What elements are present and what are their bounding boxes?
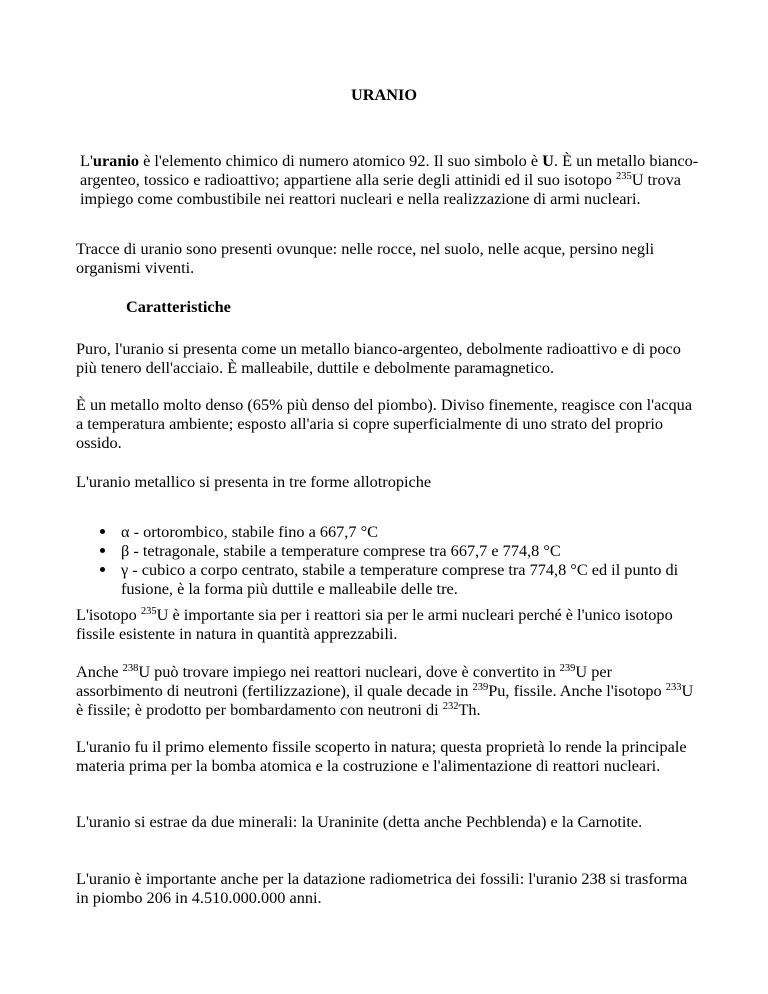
u235-sup: 235 bbox=[140, 606, 157, 617]
u238-sup-5: 232 bbox=[442, 701, 459, 712]
allotropes-list bbox=[76, 522, 696, 598]
u238-paragraph bbox=[76, 662, 696, 719]
list-item bbox=[76, 522, 696, 541]
u238-text-6: Th. bbox=[458, 700, 481, 719]
intro-text-1: è l'elemento chimico di numero atomico 92. Il suo simbolo è bbox=[139, 151, 543, 170]
pure-paragraph: Puro, l'uranio si presenta come un metallo bianco-argenteo, debolmente radioattivo e di poco più tenero dell'acciaio. È malleabile, duttile e debolmente paramagnetico. bbox=[76, 339, 681, 377]
u235-text-2: U è importante sia per i reattori sia per le armi nucleari perché è l'unico isotopo fissile esistente in natura in quantità apprezzabili. bbox=[76, 605, 673, 643]
intro-prefix: L' bbox=[80, 151, 93, 170]
u238-text-3: U per assorbimento di neutroni (fertilizzazione), il quale decade in bbox=[76, 662, 613, 700]
intro-paragraph bbox=[80, 151, 700, 208]
first-fissile-paragraph: L'uranio fu il primo elemento fissile scoperto in natura; questa proprietà lo rende la principale materia prima per la bomba atomica e la costruzione e l'alimentazione di reattori nucleari. bbox=[76, 737, 687, 775]
dense-paragraph: È un metallo molto denso (65% più denso del piombo). Diviso finemente, reagisce con l'acqua a temperatura ambiente; esposto all'aria si copre superficialmente di uno strato del proprio ossido. bbox=[76, 395, 693, 452]
u238-sup-2: 239 bbox=[559, 663, 576, 674]
u235-paragraph bbox=[76, 605, 696, 643]
dating-paragraph: L'uranio è importante anche per la datazione radiometrica dei fossili: l'uranio 238 si trasforma in piombo 206 in 4.510.000.000 anni. bbox=[76, 869, 688, 907]
allotrope-alpha: α - ortorombico, stabile fino a 667,7 °C bbox=[121, 522, 378, 541]
section-title: Caratteristiche bbox=[126, 297, 231, 316]
intro-text-2: . È un metallo bianco-argenteo, tossico e radioattivo; appartiene alla serie degli attinidi ed il suo isotopo bbox=[80, 151, 699, 189]
bullet-icon bbox=[100, 529, 105, 534]
u238-text-1: Anche bbox=[76, 662, 123, 681]
allotropes-intro: L'uranio metallico si presenta in tre forme allotropiche bbox=[76, 472, 432, 491]
intro-bold-word: uranio bbox=[92, 151, 140, 170]
minerals-paragraph: L'uranio si estrae da due minerali: la Uraninite (detta anche Pechblenda) e la Carnotite. bbox=[76, 812, 643, 831]
u238-sup-4: 233 bbox=[665, 682, 682, 693]
intro-text-3: U trova impiego come combustibile nei reattori nucleari e nella realizzazione di armi nucleari. bbox=[80, 170, 681, 208]
allotrope-gamma: γ - cubico a corpo centrato, stabile a temperature comprese tra 774,8 °C ed il punto di fusione, è la forma più duttile e malleabile delle tre. bbox=[121, 560, 679, 598]
u235-text-1: L'isotopo bbox=[76, 605, 141, 624]
document-title: URANIO bbox=[350, 85, 418, 104]
bullet-icon bbox=[100, 548, 105, 553]
traces-paragraph: Tracce di uranio sono presenti ovunque: nelle rocce, nel suolo, nelle acque, persino negli organismi viventi. bbox=[76, 239, 655, 277]
u238-sup-3: 239 bbox=[472, 682, 489, 693]
intro-isotope-sup: 235 bbox=[615, 171, 632, 182]
bullet-icon bbox=[100, 567, 105, 572]
allotrope-beta: β - tetragonale, stabile a temperature comprese tra 667,7 e 774,8 °C bbox=[121, 541, 561, 560]
u238-text-4: Pu, fissile. Anche l'isotopo bbox=[488, 681, 666, 700]
u238-text-5: U è fissile; è prodotto per bombardamento con neutroni di bbox=[76, 681, 694, 719]
intro-symbol: U bbox=[542, 151, 554, 170]
list-item bbox=[76, 541, 696, 560]
list-item bbox=[76, 560, 696, 598]
u238-sup-1: 238 bbox=[122, 663, 139, 674]
u238-text-2: U può trovare impiego nei reattori nucleari, dove è convertito in bbox=[138, 662, 560, 681]
